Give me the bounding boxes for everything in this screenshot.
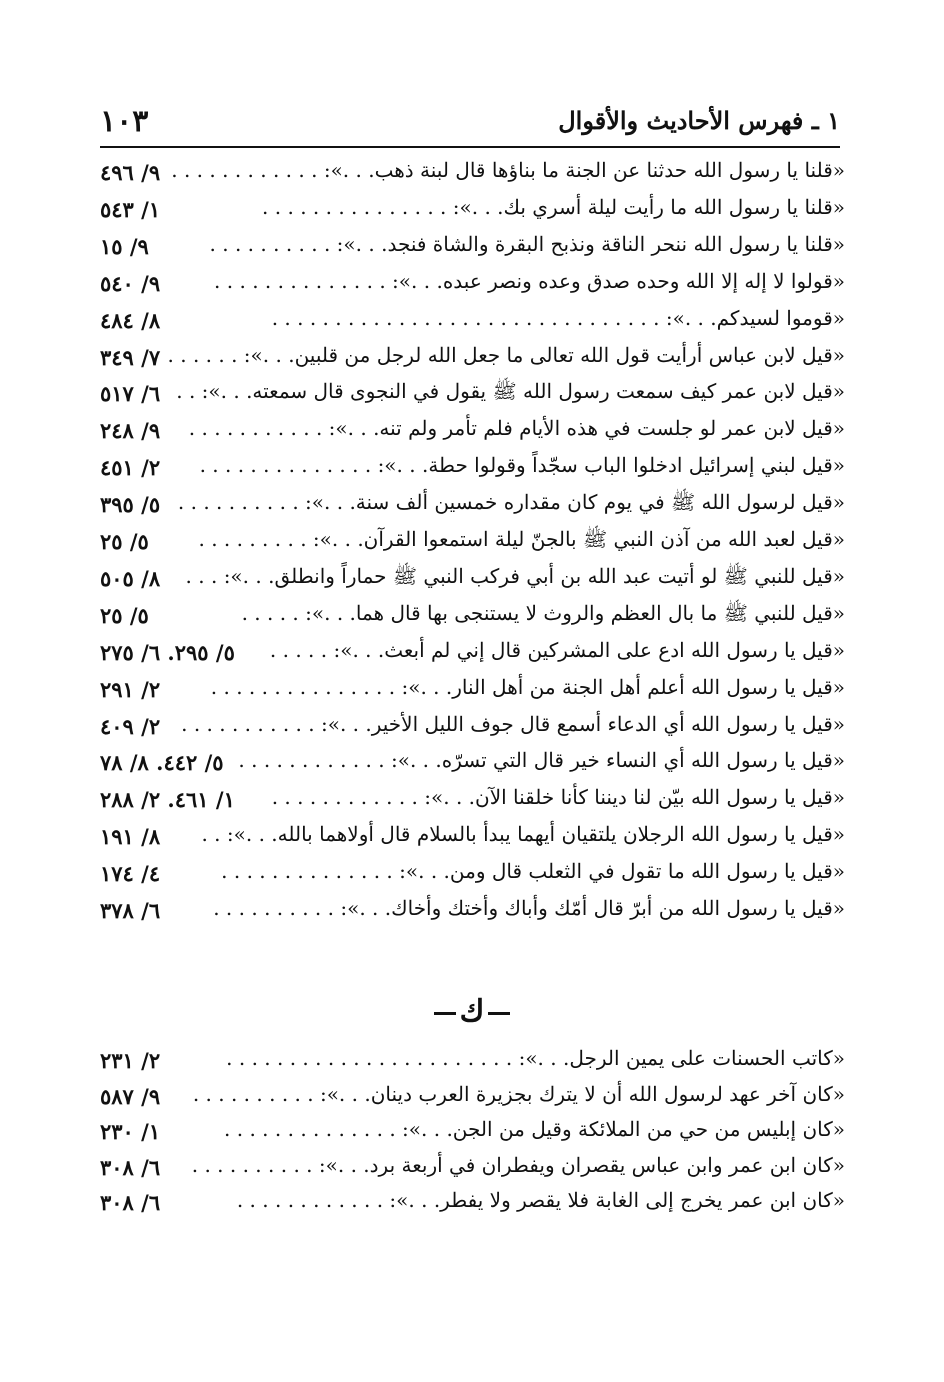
entry-text: «قيل يا رسول الله الرجلان يلتقيان أيهما يبدأ بالسلام قال أولاهما بالله. . .»: . . [201, 822, 845, 847]
entry-reference: ٩/ ٥٤٠ [100, 270, 161, 296]
entry-text: «كان ابن عمر وابن عباس يقصران ويفطران في أربعة برد. . .»: . . . . . . . . . . [191, 1152, 845, 1177]
entry-text: «قيل للنبي ﷺ ما بال العظم والروث لا يستنجى بها قال هما. . .»: . . . . . [241, 600, 845, 625]
entry-text: «قيل لرسول الله ﷺ في يوم كان مقداره خمسين ألف سنة. . .»: . . . . . . . . . . [177, 490, 845, 515]
entry-reference: ٢/ ٤٠٩ [100, 713, 161, 739]
index-entry [100, 601, 845, 633]
index-entry [100, 1117, 845, 1149]
entry-reference: ٦/ ٣٧٨ [100, 898, 161, 923]
entry-text: «قيل لابن عمر لو جلست في هذه الأيام فلم تأمر ولم تنه. . .»: . . . . . . . . . . . [188, 416, 845, 441]
index-entry [100, 343, 845, 375]
index-entry [100, 712, 845, 744]
entry-reference: ٨/ ٤٨٤ [100, 307, 161, 333]
section-letter: ك [459, 994, 485, 1029]
entry-text: «قيل لابن عمر كيف سمعت رسول الله ﷺ يقول في النجوى قال سمعته. . .»: . . [176, 379, 845, 404]
index-entry [100, 896, 845, 928]
entry-text: «قولوا لا إله إلا الله وحده صدق وعده ونصر عبده. . .»: . . . . . . . . . . . . . . [214, 268, 845, 293]
entry-reference: ٩/ ٢٤٨ [100, 418, 161, 444]
entry-text: «قيل لعبد الله من آذن النبي ﷺ بالجنّ ليلة استمعوا القرآن. . .»: . . . . . . . . . [198, 527, 845, 551]
entry-text: «قيل لبني إسرائيل ادخلوا الباب سجّداً وقولوا حطة. . .»: . . . . . . . . . . . . . . [199, 453, 845, 478]
index-entry [100, 1153, 845, 1185]
entry-reference: ٨/ ١٩١ [100, 824, 161, 850]
index-entry [100, 748, 845, 780]
index-entry [100, 158, 845, 190]
entry-text: «قوموا لسيدكم. . .»: . . . . . . . . . . . . . . . . . . . . . . . . . . . . . . . [271, 305, 845, 330]
entry-reference: ١/ ٤٦١. ٢/ ٢٨٨ [100, 787, 235, 813]
entry-reference: ٩/ ٥٨٧ [100, 1083, 161, 1109]
section-heading [0, 994, 944, 1029]
entry-reference: ٢/ ٤٥١ [100, 455, 161, 481]
entry-text: «قيل يا رسول الله ما تقول في الثعلب قال ومن. . .»: . . . . . . . . . . . . . . [221, 859, 845, 884]
entry-reference: ٦/ ٣٠٨ [100, 1154, 161, 1180]
entry-reference: ٨/ ٥٠٥ [100, 565, 161, 591]
entry-reference: ٢/ ٢٣١ [100, 1048, 161, 1073]
entry-text: «قيل للنبي ﷺ لو أتيت عبد الله بن أبي فركب النبي ﷺ حماراً وانطلق. . .»: . . . [185, 563, 845, 588]
index-entry [100, 490, 845, 522]
index-entry [100, 379, 845, 411]
index-entry [100, 416, 845, 448]
entry-text: «قيل لابن عباس أرأيت قول الله تعالى ما جعل الله لرجل من قلبين. . .»: . . . . . . [167, 342, 845, 367]
index-entry [100, 859, 845, 891]
entry-reference: ٥/ ٣٩٥ [100, 492, 161, 518]
page-number: ١٠٣ [100, 104, 149, 139]
index-entry [100, 1188, 845, 1220]
index-entry [100, 638, 845, 670]
entry-reference: ٤/ ١٧٤ [100, 861, 161, 887]
entry-text: «قلنا يا رسول الله ما رأيت ليلة أسري بك. . .»: . . . . . . . . . . . . . . . [262, 194, 845, 219]
entry-text: «قيل يا رسول الله ادع على المشركين قال إني لم أبعث. . .»: . . . . . [269, 637, 845, 662]
entry-reference: ٩/ ٤٩٦ [100, 160, 161, 185]
entry-reference: ٥/ ٢٥ [100, 529, 149, 554]
index-entry [100, 453, 845, 485]
entry-text: «قلنا يا رسول الله ننحر الناقة ونذبح البقرة والشاة فنجد. . .»: . . . . . . . . . . [209, 231, 845, 256]
page-title: ١ ـ فهرس الأحاديث والأقوال [558, 106, 840, 135]
index-entry [100, 822, 845, 854]
index-entry [100, 564, 845, 596]
entry-reference: ١/ ٥٤٣ [100, 196, 161, 222]
entry-reference: ٥/ ٢٩٥. ٦/ ٢٧٥ [100, 639, 235, 665]
index-entry [100, 1082, 845, 1114]
index-entry [100, 785, 845, 817]
entry-text: «قيل يا رسول الله أي النساء خير قال التي تسرّه. . .»: . . . . . . . . . . . . [238, 748, 845, 773]
entry-reference: ٥/ ٤٤٢. ٨/ ٧٨ [100, 750, 224, 776]
entry-reference: ٧/ ٣٤٩ [100, 344, 161, 370]
index-entry [100, 675, 845, 707]
index-entry [100, 232, 845, 264]
index-entry [100, 527, 845, 559]
index-entry [100, 1046, 845, 1078]
entry-text: «كاتب الحسنات على يمين الرجل. . .»: . . . . . . . . . . . . . . . . . . . . . . . [226, 1046, 845, 1070]
page-header [100, 100, 840, 146]
index-entry [100, 195, 845, 227]
index-entry [100, 269, 845, 301]
entry-text: «قلنا يا رسول الله حدثنا عن الجنة ما بناؤها قال لبنة ذهب. . .»: . . . . . . . . . . . . [171, 158, 845, 182]
entry-text: «كان آخر عهد لرسول الله أن لا يترك بجزيرة العرب دينان. . .»: . . . . . . . . . . [192, 1081, 845, 1106]
entry-text: «قيل يا رسول الله أعلم أهل الجنة من أهل النار. . .»: . . . . . . . . . . . . . . . [210, 674, 845, 699]
entry-text: «قيل يا رسول الله من أبرّ قال أمّك وأباك وأختك وأخاك. . .»: . . . . . . . . . . [213, 896, 845, 920]
index-entry [100, 306, 845, 338]
header-rule [100, 146, 840, 148]
section-bar-left [488, 1012, 510, 1015]
entry-reference: ٦/ ٥١٧ [100, 381, 161, 407]
entry-text: «قيل يا رسول الله أي الدعاء أسمع قال جوف الليل الأخير. . .»: . . . . . . . . . . . [181, 711, 845, 736]
section-bar-right [434, 1012, 456, 1015]
entry-reference: ١/ ٢٣٠ [100, 1119, 161, 1144]
entry-text: «كان إبليس من حي من الملائكة وقيل من الجن. . .»: . . . . . . . . . . . . . . [224, 1117, 845, 1141]
entry-reference: ٥/ ٢٥ [100, 602, 149, 628]
entry-reference: ٩/ ١٥ [100, 233, 149, 259]
entry-text: «كان ابن عمر يخرج إلى الغابة فلا يقصر ولا يفطر. . .»: . . . . . . . . . . . . [236, 1188, 845, 1212]
entry-text: «قيل يا رسول الله بيّن لنا ديننا كأنا خلقنا الآن. . .»: . . . . . . . . . . . . [271, 785, 845, 810]
entry-reference: ٦/ ٣٠٨ [100, 1190, 161, 1215]
entry-reference: ٢/ ٢٩١ [100, 676, 161, 702]
